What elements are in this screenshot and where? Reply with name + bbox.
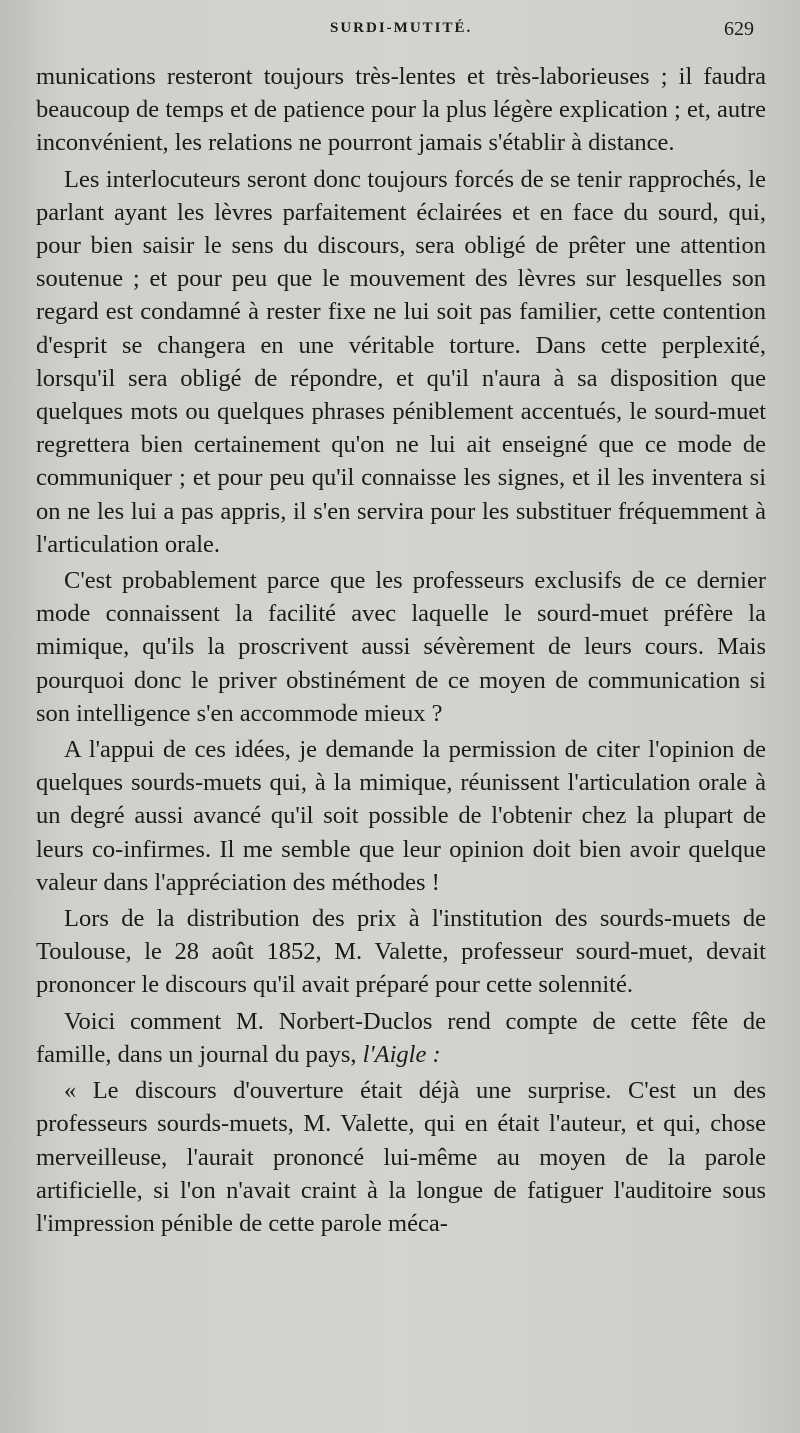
running-title: SURDI-MUTITÉ. bbox=[330, 20, 473, 36]
body-text bbox=[36, 60, 766, 1243]
paragraph-interlocuteurs: Les interlocuteurs seront donc toujours forcés de se tenir rapprochés, le parlant ayant les lèvres parfaitement éclairées et en face du sourd, qui, pour bien saisir le sens du discours, sera obligé de prêter une attention soutenue ; et pour peu que le mouvement des lèvres sur lesquelles son regard est condamné à rester fixe ne lui soit pas familier, cette contention d'esprit se changera en une véritable torture. Dans cette perplexité, lorsqu'il sera obligé de répondre, et qu'il n'aura à sa disposition que quelques mots ou quelques phrases péniblement accentués, le sourd-muet regrettera bien certainement qu'on ne lui ait enseigné que ce mode de communiquer ; et pour peu qu'il connaisse les signes, et il les inventera si on ne les lui a pas appris, il s'en servira pour les substituer fréquemment à l'articulation orale. bbox=[36, 165, 766, 558]
paragraph-norbert-duclos bbox=[36, 1005, 766, 1071]
paragraph-distribution: Lors de la distribution des prix à l'institution des sourds-muets de Toulouse, le 28 août 1852, M. Valette, professeur sourd-muet, devait prononcer le discours qu'il avait préparé pour cette solennité. bbox=[36, 905, 766, 999]
paragraph-norbert-duclos-text: Voici comment M. Norbert-Duclos rend compte de cette fête de famille, dans un journal du pays, bbox=[36, 1007, 766, 1068]
paragraph-appui: A l'appui de ces idées, je demande la permission de citer l'opinion de quelques sourds-muets qui, à la mimique, réunissent l'articulation orale à un degré aussi avancé qu'il soit possible de l'obtenir chez la plupart de leurs co-infirmes. Il me semble que leur opinion doit bien avoir quelque valeur dans l'appréciation des méthodes ! bbox=[36, 736, 766, 896]
paragraph-quotation: « Le discours d'ouverture était déjà une surprise. C'est un des professeurs sourds-muets, M. Valette, qui en était l'auteur, et qui, chose merveilleuse, l'aurait prononcé lui-même au moyen de la parole artificielle, si l'on n'avait craint à la longue de fatiguer l'auditoire sous l'impression pénible de cette parole méca- bbox=[36, 1077, 766, 1237]
paragraph-continuation: munications resteront toujours très-lentes et très-laborieuses ; il faudra beaucoup de temps et de patience pour la plus légère explication ; et, autre inconvénient, les relations ne pourront jamais s'établir à distance. bbox=[36, 63, 766, 157]
journal-title: l'Aigle : bbox=[362, 1040, 441, 1068]
paragraph-professeurs: C'est probablement parce que les professeurs exclusifs de ce dernier mode connaissent la facilité avec laquelle le sourd-muet préfère la mimique, qu'ils la proscrivent aussi sévèrement de leurs cours. Mais pourquoi donc le priver obstinément de ce moyen de communication si son intelligence s'en accommode mieux ? bbox=[36, 567, 766, 727]
page-number: 629 bbox=[724, 18, 754, 40]
